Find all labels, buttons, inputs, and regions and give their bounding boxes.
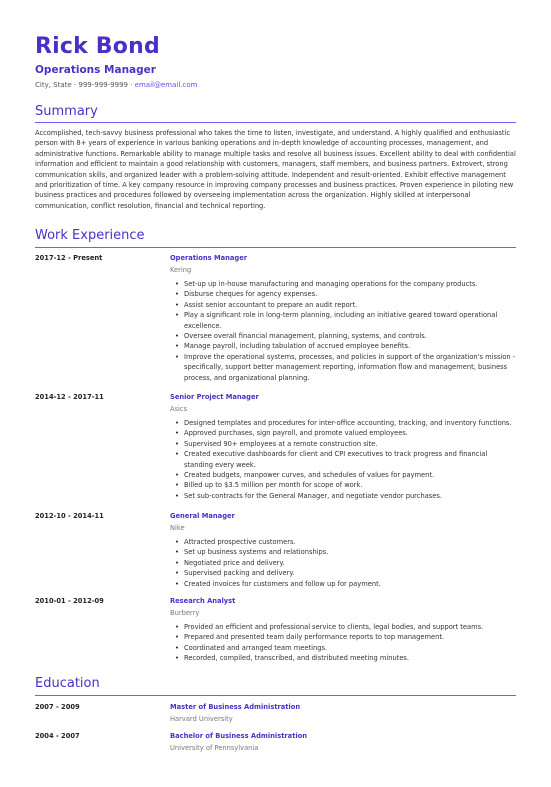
- summary-heading: Summary: [35, 104, 98, 119]
- education-dates: 2004 - 2007: [35, 732, 80, 740]
- job-bullet: • Created budgets, manpower curves, and schedules of values for payment.: [170, 470, 516, 480]
- job-dates: 2012-10 - 2014-11: [35, 512, 104, 520]
- job-role: Operations Manager: [170, 254, 248, 262]
- job-role: Senior Project Manager: [170, 393, 259, 401]
- job-company: Nike: [170, 524, 185, 532]
- job-entry: [170, 511, 516, 589]
- job-bullet: • Supervised packing and delivery.: [170, 568, 516, 578]
- contact-separator: ·: [71, 81, 79, 89]
- contact-email-link[interactable]: email@email.com: [134, 81, 198, 89]
- job-entry: [170, 253, 516, 383]
- job-bullet: • Set up business systems and relationships.: [170, 547, 516, 557]
- job-bullet: • Prepared and presented team daily performance reports to top management.: [170, 632, 516, 642]
- job-bullet: • Play a significant role in long-term planning, including an initiative geared toward operational excellence.: [170, 310, 516, 331]
- work-experience-heading: Work Experience: [35, 228, 145, 243]
- job-bullet: • Provided an efficient and professional service to clients, legal bodies, and support teams.: [170, 622, 516, 632]
- job-bullets: [170, 622, 516, 664]
- job-dates: 2017-12 - Present: [35, 254, 103, 262]
- work-experience-divider: [35, 247, 516, 248]
- job-company: Asics: [170, 405, 188, 413]
- education-dates: 2007 - 2009: [35, 703, 80, 711]
- job-bullet: • Improve the operational systems, processes, and policies in support of the organization's mission - specifically, support better management reporting, information flow and management, business process, and organizational planning.: [170, 352, 516, 383]
- education-divider: [35, 695, 516, 696]
- contact-separator: ·: [127, 81, 135, 89]
- education-entry: [170, 702, 516, 725]
- job-company: Burberry: [170, 609, 200, 617]
- job-bullet: • Oversee overall financial management, planning, systems, and controls.: [170, 331, 516, 341]
- summary-divider: [35, 122, 516, 123]
- job-bullet: • Created executive dashboards for client and CPI executives to track progress and financial standing every week.: [170, 449, 516, 470]
- job-entry: [170, 596, 516, 664]
- job-bullet: • Set sub-contracts for the General Manager, and negotiate vendor purchases.: [170, 491, 516, 501]
- contact-location: City, State: [35, 81, 72, 89]
- job-bullet: • Billed up to $3.5 million per month for scope of work.: [170, 480, 516, 490]
- job-bullets: [170, 537, 516, 589]
- contact-phone: 999-999-9999: [78, 81, 128, 89]
- job-bullet: • Recorded, compiled, transcribed, and distributed meeting minutes.: [170, 653, 516, 663]
- summary-text: Accomplished, tech-savvy business professional who takes the time to listen, investigate, and understand. A highly qualified and enthusiastic person with 8+ years of experience in various banking operations and in-depth knowledge of accounting processes, management, and administrative functions. Remarkable ability to manage multiple tasks and resolve all business issues. Excellent ability to deal with confidential information and efficient to maintain a good relationship with customers, managers, staff members, and business partners. Extrovert, strong communication skills, and organized leader with a problem-solving attitude. Independent and result-oriented. Exhibit effective management and prioritization of time. A key company resource in improving company processes and business practices. Proven experience in piloting new business practices and procedures followed by overseeing implementation across the organization. Highly skilled at interpersonal communication, conflict resolution, financial and technical reporting.: [35, 129, 516, 210]
- candidate-title: Operations Manager: [35, 64, 156, 76]
- candidate-name: Rick Bond: [35, 34, 160, 59]
- job-company: Kering: [170, 266, 192, 274]
- education-degree: Bachelor of Business Administration: [170, 732, 308, 740]
- education-school: University of Pennsylvania: [170, 744, 259, 752]
- job-bullet: • Supervised 90+ employees at a remote construction site.: [170, 439, 516, 449]
- job-bullet: • Assist senior accountant to prepare an audit report.: [170, 300, 516, 310]
- job-role: General Manager: [170, 512, 235, 520]
- contact-line: [35, 81, 197, 89]
- job-bullet: • Created invoices for customers and follow up for payment.: [170, 579, 516, 589]
- job-bullet: • Negotiated price and delivery.: [170, 558, 516, 568]
- job-bullet: • Manage payroll, including tabulation of accrued employee benefits.: [170, 341, 516, 351]
- education-heading: Education: [35, 676, 100, 691]
- job-entry: [170, 392, 516, 501]
- education-degree: Master of Business Administration: [170, 703, 301, 711]
- job-bullet: • Approved purchases, sign payroll, and promote valued employees.: [170, 428, 516, 438]
- job-bullet: • Coordinated and arranged team meetings.: [170, 643, 516, 653]
- job-bullets: [170, 279, 516, 383]
- job-bullets: [170, 418, 516, 501]
- education-entry: [170, 731, 516, 754]
- job-bullet: • Disburse cheques for agency expenses.: [170, 289, 516, 299]
- job-bullet: • Set-up up in-house manufacturing and managing operations for the company products.: [170, 279, 516, 289]
- job-bullet: • Designed templates and procedures for inter-office accounting, tracking, and inventory functions.: [170, 418, 516, 428]
- job-dates: 2010-01 - 2012-09: [35, 597, 104, 605]
- education-school: Harvard University: [170, 715, 233, 723]
- job-role: Research Analyst: [170, 597, 236, 605]
- job-dates: 2014-12 - 2017-11: [35, 393, 104, 401]
- job-bullet: • Attracted prospective customers.: [170, 537, 516, 547]
